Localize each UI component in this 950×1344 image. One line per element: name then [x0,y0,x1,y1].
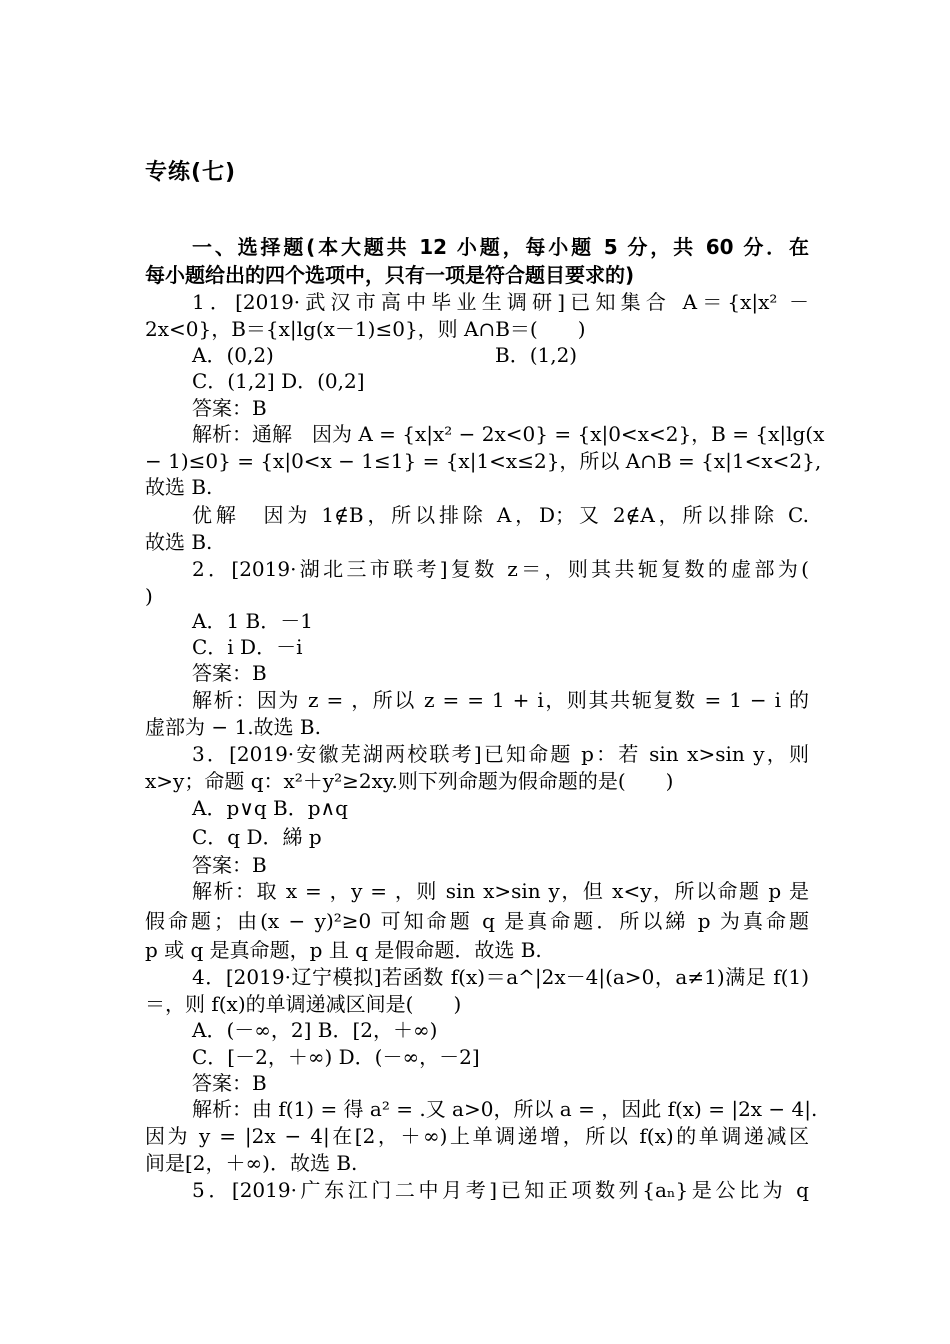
answer-label: 答案： [192,1071,252,1095]
q2-stem-line-1: 2．[2019·湖北三市联考]复数 z＝，则其共轭复数的虚部为( [192,557,809,581]
q1-analysis-line-2: − 1)≤0} = {x|0<x − 1≤1} = {x|1<x≤2}，所以 A∩B = {x|1<x<2}, [145,449,822,473]
q2-options-cd: C．i D．－i [192,635,303,659]
q1-answer-value: B [252,396,267,420]
q1-analysis-line-1 [192,421,825,447]
q1-option-b: B．(1,2) [495,343,578,367]
q4-stem-line-2: ＝，则 f(x)的单调递减区间是( ) [145,992,462,1016]
q2-analysis-line-2: 虚部为 − 1.故选 B. [145,715,321,739]
q3-options-ab: A．p∨q B．p∧q [192,796,348,820]
q2-analysis-line-1 [192,687,809,713]
answer-label: 答案： [192,396,252,420]
answer-label: 答案： [192,853,252,877]
q2-analysis-text-1: 因为 z = ，所以 z = = 1 + i，则其共轭复数 = 1 − i 的 [256,688,809,712]
q4-analysis-line-3: 间是[2，＋∞)．故选 B. [145,1151,358,1175]
q1-alt-line-2: 故选 B. [145,530,213,554]
q4-stem-line-1: 4．[2019·辽宁模拟]若函数 f(x)＝a^|2x－4|(a>0，a≠1)满足 f(1) [192,965,809,989]
page-title: 专练(七) [145,160,237,185]
q1-option-a: A．(0,2) [192,343,274,367]
q1-alt-line-1: 优解 因为 1∉B，所以排除 A，D；又 2∉A，所以排除 C. [192,503,809,527]
q1-analysis-text-1: 通解 因为 A = {x|x² − 2x<0} = {x|0<x<2}，B = {x|lg(x [252,422,825,446]
q4-answer-value: B [252,1071,267,1095]
section-header-line-1: 一、选择题(本大题共 12 小题，每小题 5 分，共 60 分．在 [192,235,809,259]
q4-options-ab: A．(－∞，2] B．[2，＋∞) [192,1018,438,1042]
q1-answer [192,395,809,421]
q3-stem-line-2: x>y；命题 q：x²＋y²≥2xy.则下列命题为假命题的是( ) [145,769,674,793]
q3-answer [192,852,809,878]
q1-stem-line-1: 1．[2019·武汉市高中毕业生调研]已知集合 A＝{x|x² － [192,290,809,314]
q4-analysis-text-1: 由 f(1) = 得 a² = .又 a>0，所以 a = ，因此 f(x) = |2x − 4|. [252,1097,818,1121]
q3-stem-line-1: 3．[2019·安徽芜湖两校联考]已知命题 p：若 sin x>sin y，则 [192,742,809,766]
analysis-label: 解析： [192,422,252,446]
q3-analysis-line-3: p 或 q 是真命题，p 且 q 是假命题．故选 B. [145,938,542,962]
q2-answer-value: B [252,661,267,685]
analysis-label: 解析： [192,879,257,903]
q3-analysis-line-1 [192,878,809,904]
q1-options-ab [192,342,809,368]
analysis-label: 解析： [192,688,257,712]
analysis-label: 解析： [192,1097,252,1121]
q1-analysis-line-3: 故选 B. [145,475,213,499]
q2-options-ab: A．1 B．－1 [192,609,313,633]
q1-options-cd: C．(1,2] D．(0,2] [192,369,365,393]
q2-stem-line-2: ) [145,584,153,608]
answer-label: 答案： [192,661,252,685]
q4-analysis-line-1 [192,1096,818,1122]
q5-stem-line-1: 5．[2019·广东江门二中月考]已知正项数列{aₙ}是公比为 q [192,1178,809,1202]
section-header-line-2: 每小题给出的四个选项中，只有一项是符合题目要求的) [145,263,635,287]
q4-options-cd: C．[－2，＋∞) D．(－∞，－2] [192,1045,480,1069]
q3-analysis-text-1: 取 x = ，y = ，则 sin x>sin y，但 x<y，所以命题 p 是 [256,879,809,903]
q1-stem-line-2: 2x<0}，B＝{x|lg(x－1)≤0}，则 A∩B＝( ) [145,317,586,341]
q4-analysis-line-2: 因为 y = |2x − 4|在[2，＋∞)上单调递增，所以 f(x)的单调递减区 [145,1124,809,1148]
q3-options-cd: C．q D．綈 p [192,825,322,849]
q3-analysis-line-2: 假命题；由(x − y)²≥0 可知命题 q 是真命题．所以綈 p 为真命题 [145,909,809,933]
q2-answer [192,660,809,686]
q4-answer [192,1070,809,1096]
q3-answer-value: B [252,853,267,877]
